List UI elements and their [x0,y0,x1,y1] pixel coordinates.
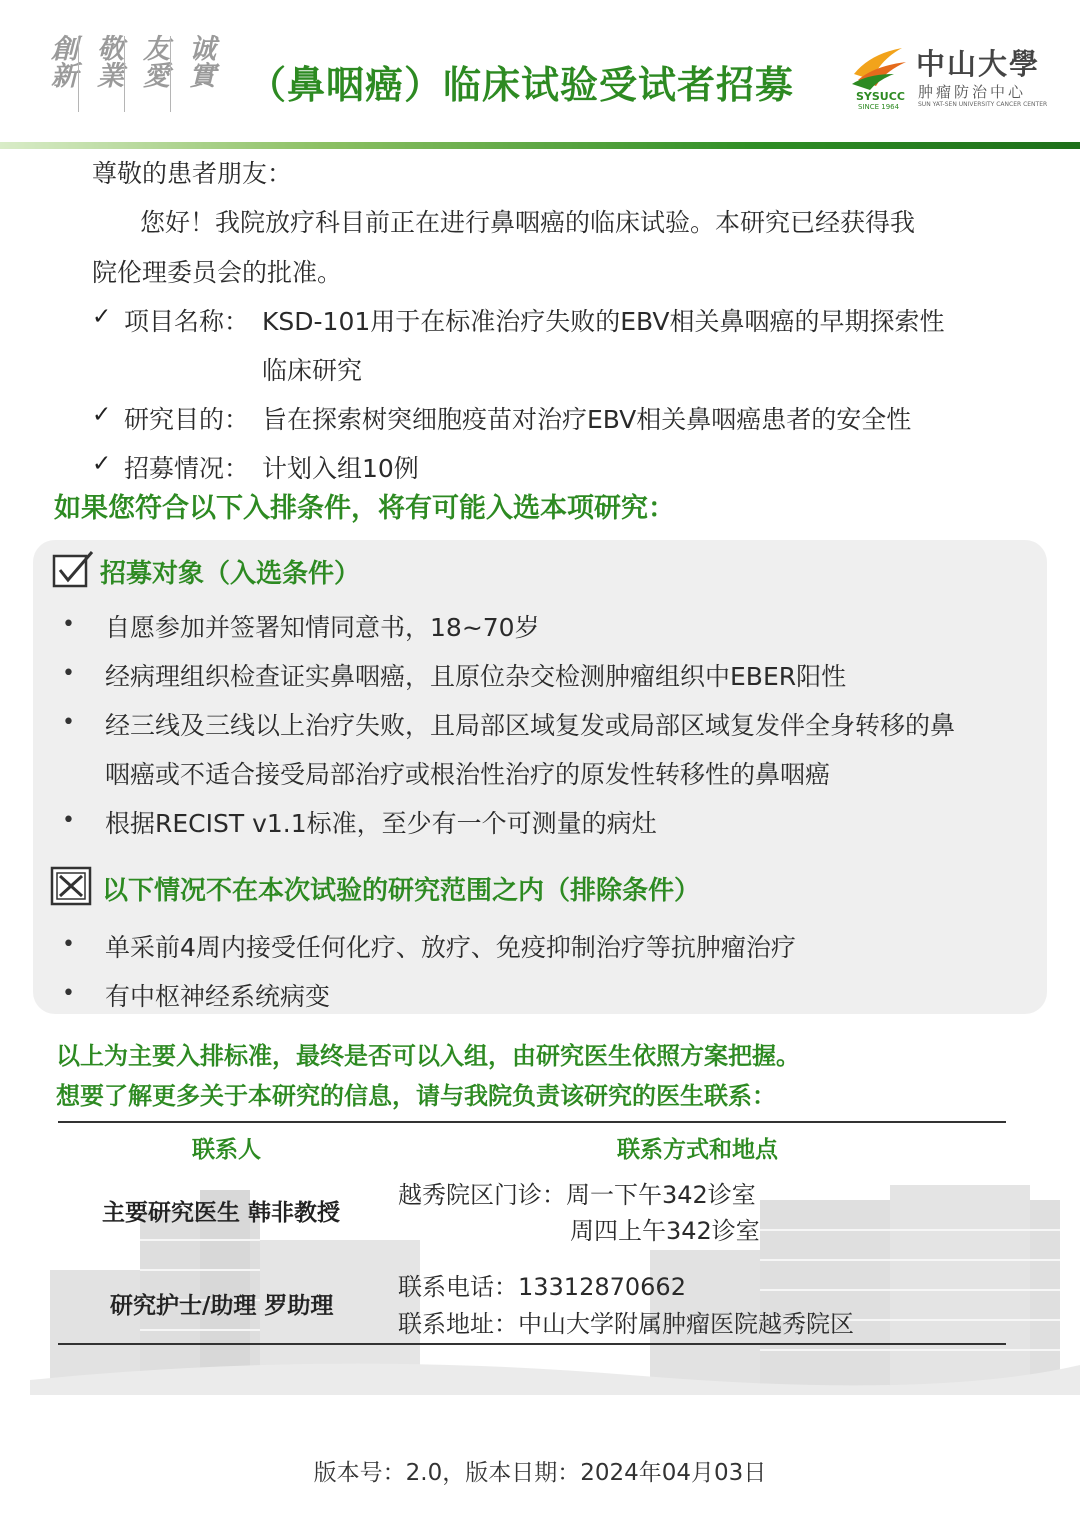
principal-investigator: 主要研究医生 韩非教授 [102,1200,341,1226]
bullet: • [62,661,75,686]
bullet: • [62,710,75,735]
table-top-rule [58,1121,1006,1123]
exclusion-item-1: 单采前4周内接受任何化疗、放疗、免疫抑制治疗等抗肿瘤治疗 [105,933,796,962]
bullet: • [62,612,75,637]
bullet: • [62,808,75,833]
table-bottom-rule [58,1343,1006,1345]
contact-phone: 联系电话：13312870662 [398,1273,686,1301]
version-footer: 版本号：2.0，版本日期：2024年04月03日 [313,1460,767,1486]
logo-swoosh-icon [850,44,910,90]
inclusion-item-3: 经三线及三线以上治疗失败，且局部区域复发或局部区域复发伴全身转移的鼻 [105,711,956,740]
logo-abbr: SYSUCC [856,90,905,103]
sysucc-logo [850,40,1050,120]
motto-calligraphy [38,30,218,114]
recruitment-label: 招募情况： [124,454,250,483]
recruitment-value: 计划入组10例 [262,454,419,483]
motto-word-1: 創新 [46,34,77,88]
check-icon: ✓ [92,402,112,428]
exclusion-heading: 以下情况不在本次试验的研究范围之内（排除条件） [102,876,701,906]
check-icon: ✓ [92,451,112,477]
inclusion-item-4: 根据RECIST v1.1标准，至少有一个可测量的病灶 [105,809,657,838]
checkbox-checked-icon [52,550,96,590]
page-title: （鼻咽癌）临床试验受试者招募 [248,63,795,107]
logo-cn-name: 中山大學 [916,47,1041,81]
bullet: • [62,932,75,957]
header-divider [0,142,1080,149]
header [0,0,1080,140]
check-icon: ✓ [92,304,112,330]
checkbox-cross-icon [50,866,94,906]
inclusion-heading: 招募对象（入选条件） [100,559,361,589]
motto-word-3: 友愛 [138,34,169,88]
clinic-schedule-line1: 越秀院区门诊：周一下午342诊室 [398,1181,756,1209]
logo-en-name: SUN YAT-SEN UNIVERSITY CANCER CENTER [918,101,1048,108]
study-nurse: 研究护士/助理 罗助理 [110,1293,334,1319]
inclusion-item-2: 经病理组织检查证实鼻咽癌，且原位杂交检测肿瘤组织中EBER阳性 [105,662,847,691]
project-name-value: KSD-101用于在标准治疗失败的EBV相关鼻咽癌的早期探索性 [262,307,945,336]
study-purpose-label: 研究目的： [124,405,250,434]
contact-method-header: 联系方式和地点 [617,1137,778,1163]
study-purpose-value: 旨在探索树突细胞疫苗对治疗EBV相关鼻咽癌患者的安全性 [262,405,912,434]
motto-word-4: 诚實 [184,34,215,88]
eligibility-heading: 如果您符合以下入排条件，将有可能入选本项研究： [54,493,675,524]
closing-line1: 以上为主要入排标准，最终是否可以入组，由研究医生依照方案把握。 [56,1042,800,1070]
clinic-schedule-line2: 周四上午342诊室 [570,1217,760,1245]
bullet: • [62,981,75,1006]
inclusion-item-1: 自愿参加并签署知情同意书，18~70岁 [105,613,540,642]
logo-since: SINCE 1964 [858,103,900,111]
closing-line2: 想要了解更多关于本研究的信息，请与我院负责该研究的医生联系： [56,1082,776,1110]
motto-word-2: 敬業 [92,34,123,88]
contact-person-header: 联系人 [192,1137,261,1163]
greeting: 尊敬的患者朋友： [92,159,293,188]
inclusion-item-3-cont: 咽癌或不适合接受局部治疗或根治性治疗的原发性转移性的鼻咽癌 [105,760,831,789]
project-name-label: 项目名称： [124,307,250,336]
logo-cn-sub: 肿瘤防治中心 [918,83,1027,101]
project-name-value-cont: 临床研究 [262,356,363,385]
exclusion-item-2: 有中枢神经系统病变 [105,982,331,1011]
intro-paragraph-line2: 院伦理委员会的批准。 [92,258,343,287]
contact-address: 联系地址：中山大学附属肿瘤医院越秀院区 [398,1310,854,1338]
intro-paragraph-line1: 您好！我院放疗科目前正在进行鼻咽癌的临床试验。本研究已经获得我 [140,208,916,237]
